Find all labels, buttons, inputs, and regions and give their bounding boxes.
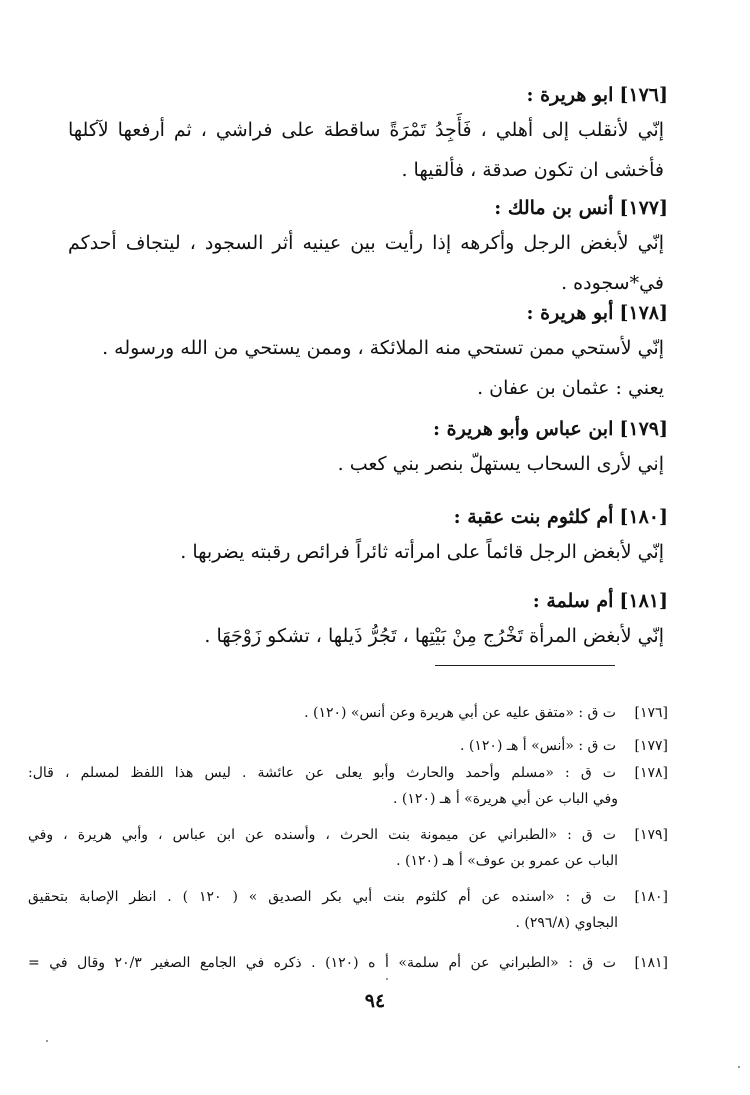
footnote-line: ت ق : «الطبراني عن أم سلمة» أ ه (١٢٠) . ذكره في الجامع الصغير ٢٠/٣ وقال في =	[28, 955, 616, 971]
footnote-ref: [١٧٦]	[634, 705, 668, 721]
footnote-divider	[435, 665, 615, 666]
entry-text	[68, 328, 668, 408]
entry-narrator: أم سلمة :	[532, 590, 614, 612]
footnote-176	[28, 700, 668, 726]
footnote-178	[28, 760, 668, 812]
entry-number: [١٨١]	[619, 590, 668, 612]
entry-line: إنّي لأبغض المرأة تَخْرُج مِنْ بَيْتِها ، تَجُرُّ ذَيلها ، تشكو زَوْجَهَا .	[204, 625, 664, 647]
entry-178	[68, 298, 668, 408]
entry-text	[68, 110, 668, 190]
entry-line: إني لأرى السحاب يستهلّ بنصر بني كعب .	[337, 453, 664, 475]
footnote-ref: [١٨٠]	[634, 889, 668, 905]
entry-line: إنّي لأنقلب إلى أهلي ، فَأَجِدُ تَمْرَةً ساقطة على فراشي ، ثم أرفعها لآكلها	[68, 119, 664, 141]
entry-header	[68, 80, 668, 110]
footnote-line: البجاوي (٢٩٦/٨) .	[515, 915, 618, 931]
entry-number: [١٧٩]	[619, 418, 668, 440]
entry-180	[68, 502, 668, 572]
entry-line: إنّي لأبغض الرجل قائماً على امرأته ثائراً فرائص رقبته يضربها .	[180, 541, 664, 563]
footnote-181	[28, 950, 668, 976]
entry-text	[68, 444, 668, 484]
footnote-ref: [١٧٧]	[634, 738, 668, 754]
footnote-177	[28, 733, 668, 759]
entry-number: [١٧٦]	[619, 84, 668, 106]
footnote-line: ت ق : «متفق عليه عن أبي هريرة وعن أنس» (١٢٠) .	[304, 705, 616, 721]
entry-header	[68, 502, 668, 532]
entry-number: [١٧٨]	[619, 302, 668, 324]
entry-line: في*سجوده .	[561, 272, 664, 294]
footnote-line: وفي الباب عن أبي هريرة» أ هـ (١٢٠) .	[393, 791, 618, 807]
entry-text	[68, 532, 668, 572]
entry-179	[68, 414, 668, 484]
footnote-180	[28, 884, 668, 936]
footnote-179	[28, 822, 668, 874]
footnote-line: ت ق : «مسلم وأحمد والحارث وأبو يعلى عن عائشة . ليس هذا اللفظ لمسلم ، قال:	[28, 765, 616, 781]
entry-number: [١٨٠]	[619, 506, 668, 528]
entry-narrator: ابن عباس وأبو هريرة :	[433, 418, 614, 440]
print-speck	[386, 978, 388, 980]
entry-line: فأخشى ان تكون صدقة ، فألقيها .	[401, 159, 664, 181]
entry-header	[68, 414, 668, 444]
page-number: ٩٤	[364, 990, 386, 1012]
entry-176	[68, 80, 668, 190]
footnote-ref: [١٨١]	[634, 955, 668, 971]
entry-narrator: أنس بن مالك :	[494, 197, 614, 219]
entry-header	[68, 586, 668, 616]
entry-line: إنّي لأستحي ممن تستحي منه الملائكة ، وممن يستحي من الله ورسوله .	[102, 337, 664, 359]
footnote-line: ت ق : «أنس» أ هـ (١٢٠) .	[460, 738, 616, 754]
footnote-line: الباب عن عمرو بن عوف» أ هـ (١٢٠) .	[396, 853, 618, 869]
entry-line: يعني : عثمان بن عفان .	[477, 377, 664, 399]
entry-181	[68, 586, 668, 656]
footnote-line: ت ق : «الطبراني عن ميمونة بنت الحرث ، وأسنده عن ابن عباس ، وأبي هريرة ، وفي	[28, 827, 616, 843]
footnote-line: ت ق : «اسنده عن أم كلثوم بنت أبي بكر الصديق » ( ١٢٠ ) . انظر الإصابة بتحقيق	[28, 889, 616, 905]
entry-narrator: أبو هريرة :	[526, 302, 614, 324]
entry-177	[68, 193, 668, 303]
print-speck	[738, 1066, 740, 1068]
entry-line: إنّي لأبغض الرجل وأكرهه إذا رأيت بين عينيه أثر السجود ، ليتجاف أحدكم	[68, 232, 664, 254]
entry-number: [١٧٧]	[619, 197, 668, 219]
entry-header	[68, 193, 668, 223]
entry-header	[68, 298, 668, 328]
entry-narrator: أم كلثوم بنت عقبة :	[453, 506, 614, 528]
footnote-ref: [١٧٩]	[634, 827, 668, 843]
print-speck	[46, 1040, 48, 1042]
footnote-ref: [١٧٨]	[634, 765, 668, 781]
entry-text	[68, 616, 668, 656]
entry-text	[68, 223, 668, 303]
entry-narrator: ابو هريرة :	[526, 84, 614, 106]
